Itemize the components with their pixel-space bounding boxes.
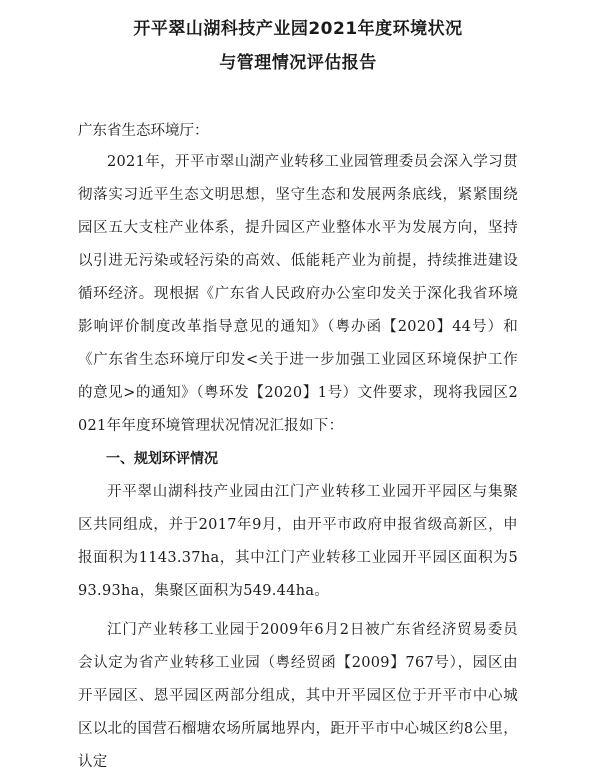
title-line-1: 开平翠山湖科技产业园2021年度环境状况 bbox=[133, 19, 463, 39]
addressee: 广东省生态环境厅： bbox=[78, 123, 209, 139]
section-heading-planning-eia: 一、规划环评情况 bbox=[106, 451, 218, 467]
paragraph-park-composition: 开平翠山湖科技产业园由江门产业转移工业园开平园区与集聚区共同组成，并于2017年9月，由开平市政府申报省级高新区，申报面积为1143.37ha，其中江门产业转移工业园开平园区面积为593.93ha，集聚区面积为549.44ha。 bbox=[78, 484, 518, 599]
document-title bbox=[78, 12, 518, 80]
paragraph-intro: 2021年，开平市翠山湖产业转移工业园管理委员会深入学习贯彻落实习近平生态文明思想，坚守生态和发展两条底线，紧紧围绕园区五大支柱产业体系，提升园区产业整体水平为发展方向，坚持以引进无污染或轻污染的高效、低能耗产业为前提，持续推进建设循环经济。现根据《广东省人民政府办公室印发关于深化我省环境影响评价制度改革指导意见的通知》（粤办函【2020】44号）和《广东省生态环境厅印发<关于进一步加强工业园区环境保护工作的意见>的通知》（粤环发【2020】1号）文件要求，现将我园区2021年年度环境管理状况情况汇报如下： bbox=[78, 154, 518, 434]
title-line-2: 与管理情况评估报告 bbox=[219, 53, 377, 73]
paragraph-park-history: 江门产业转移工业园于2009年6月2日被广东省经济贸易委员会认定为省产业转移工业园（粤经贸函【2009】767号），园区由开平园区、恩平园区两部分组成，其中开平园区位于开平市中心城区以北的国营石榴塘农场所属地界内，距开平市中心城区约8公里，认定 bbox=[78, 622, 518, 770]
